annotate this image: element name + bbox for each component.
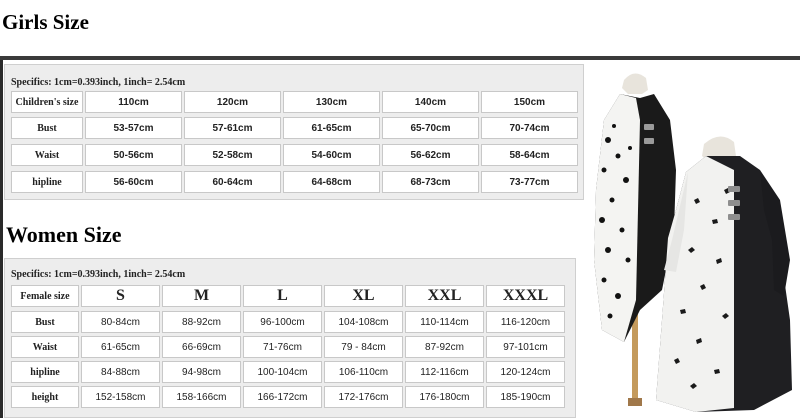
women-cell: 176-180cm bbox=[405, 386, 484, 408]
women-header-label: Female size bbox=[11, 285, 79, 307]
women-header-cell: XL bbox=[324, 285, 403, 307]
girls-cell: 54-60cm bbox=[283, 144, 380, 166]
women-cell: 88-92cm bbox=[162, 311, 241, 333]
girls-cell: 50-56cm bbox=[85, 144, 182, 166]
women-cell: 71-76cm bbox=[243, 336, 322, 358]
girls-cell: 73-77cm bbox=[481, 171, 578, 193]
women-row-label: hipline bbox=[11, 361, 79, 383]
women-cell: 116-120cm bbox=[486, 311, 565, 333]
women-cell: 152-158cm bbox=[81, 386, 160, 408]
girls-cell: 56-62cm bbox=[382, 144, 479, 166]
women-cell: 166-172cm bbox=[243, 386, 322, 408]
women-cell: 87-92cm bbox=[405, 336, 484, 358]
girls-cell: 56-60cm bbox=[85, 171, 182, 193]
women-cell: 106-110cm bbox=[324, 361, 403, 383]
women-cell: 112-116cm bbox=[405, 361, 484, 383]
girls-cell: 70-74cm bbox=[481, 117, 578, 139]
girls-size-title: Girls Size bbox=[2, 10, 89, 34]
girls-cell: 57-61cm bbox=[184, 117, 281, 139]
women-header-cell: L bbox=[243, 285, 322, 307]
women-header-cell: M bbox=[162, 285, 241, 307]
women-size-table bbox=[4, 258, 576, 418]
girls-header-cell: 150cm bbox=[481, 91, 578, 113]
women-cell: 94-98cm bbox=[162, 361, 241, 383]
women-cell: 80-84cm bbox=[81, 311, 160, 333]
girls-cell: 61-65cm bbox=[283, 117, 380, 139]
women-row-label: height bbox=[11, 386, 79, 408]
girls-cell: 58-64cm bbox=[481, 144, 578, 166]
women-cell: 79 - 84cm bbox=[324, 336, 403, 358]
girls-cell: 65-70cm bbox=[382, 117, 479, 139]
women-cell: 96-100cm bbox=[243, 311, 322, 333]
girls-row-label: Waist bbox=[11, 144, 83, 166]
women-cell: 104-108cm bbox=[324, 311, 403, 333]
costume-dresses-photo bbox=[584, 60, 800, 418]
women-cell: 110-114cm bbox=[405, 311, 484, 333]
girls-header-cell: 120cm bbox=[184, 91, 281, 113]
women-header-cell: S bbox=[81, 285, 160, 307]
girls-size-table bbox=[4, 64, 584, 200]
girls-cell: 60-64cm bbox=[184, 171, 281, 193]
girls-cell: 68-73cm bbox=[382, 171, 479, 193]
women-cell: 84-88cm bbox=[81, 361, 160, 383]
women-cell: 97-101cm bbox=[486, 336, 565, 358]
women-cell: 66-69cm bbox=[162, 336, 241, 358]
women-header-cell: XXL bbox=[405, 285, 484, 307]
women-cell: 158-166cm bbox=[162, 386, 241, 408]
women-header-cell: XXXL bbox=[486, 285, 565, 307]
women-cell: 172-176cm bbox=[324, 386, 403, 408]
women-cell: 120-124cm bbox=[486, 361, 565, 383]
girls-header-cell: 130cm bbox=[283, 91, 380, 113]
girls-row-label: Bust bbox=[11, 117, 83, 139]
women-cell: 61-65cm bbox=[81, 336, 160, 358]
girls-row-label: hipline bbox=[11, 171, 83, 193]
left-border bbox=[0, 60, 3, 418]
dress-illustration-icon bbox=[584, 60, 800, 418]
girls-spec-note: Specifics: 1cm=0.393inch, 1inch= 2.54cm bbox=[11, 77, 186, 88]
women-cell: 100-104cm bbox=[243, 361, 322, 383]
women-size-title: Women Size bbox=[6, 222, 122, 247]
girls-header-cell: 110cm bbox=[85, 91, 182, 113]
girls-cell: 64-68cm bbox=[283, 171, 380, 193]
girls-header-label: Children's size bbox=[11, 91, 83, 113]
women-row-label: Bust bbox=[11, 311, 79, 333]
girls-cell: 53-57cm bbox=[85, 117, 182, 139]
women-row-label: Waist bbox=[11, 336, 79, 358]
girls-cell: 52-58cm bbox=[184, 144, 281, 166]
women-spec-note: Specifics: 1cm=0.393inch, 1inch= 2.54cm bbox=[11, 269, 186, 280]
women-cell: 185-190cm bbox=[486, 386, 565, 408]
girls-header-cell: 140cm bbox=[382, 91, 479, 113]
